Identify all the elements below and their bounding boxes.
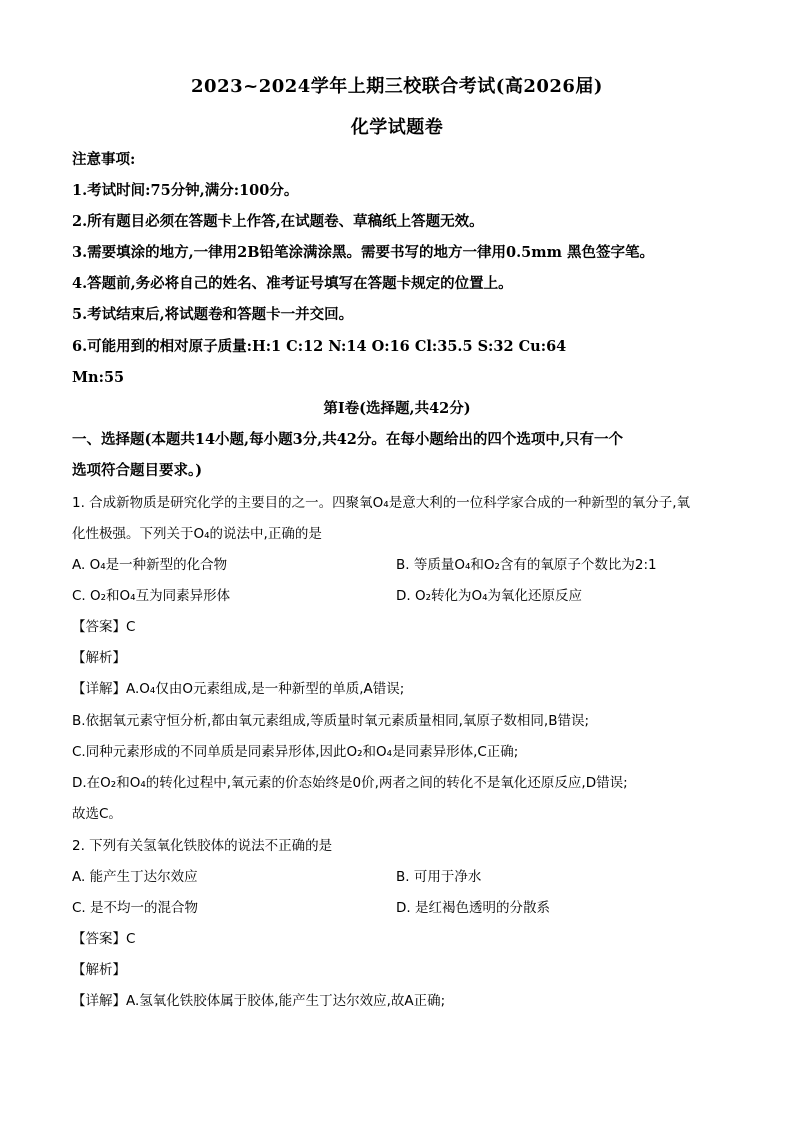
answer-label: 【答案】C [72,931,136,947]
option-d: D. 是红褐色透明的分散系 [396,900,550,916]
question-stem: 化性极强。下列关于O₄的说法中,正确的是 [72,526,322,542]
note-item: Mn:55 [72,369,125,386]
explanation-line: C.同种元素形成的不同单质是同素异形体,因此O₂和O₄是同素异形体,C正确; [72,744,519,760]
explanation-line: D.在O₂和O₄的转化过程中,氧元素的价态始终是0价,两者之间的转化不是氧化还原反应,D错误; [72,775,628,791]
exam-title: 2023~2024学年上期三校联合考试(高2026届) [191,76,603,97]
note-item: 3.需要填涂的地方,一律用2B铅笔涂满涂黑。需要书写的地方一律用0.5mm 黑色签字笔。 [72,244,654,261]
question-stem: 2. 下列有关氢氧化铁胶体的说法不正确的是 [72,838,333,854]
option-a: A. 能产生丁达尔效应 [72,869,198,885]
answer-label: 【答案】C [72,619,136,635]
section-heading: 第I卷(选择题,共42分) [323,400,471,417]
option-b: B. 可用于净水 [396,869,482,885]
section-instruction: 选项符合题目要求。) [72,462,203,479]
conclusion-line: 故选C。 [72,806,122,822]
exam-subtitle: 化学试题卷 [350,117,444,138]
option-c: C. O₂和O₄互为同素异形体 [72,588,231,604]
analysis-label: 【解析】 [72,962,126,978]
explanation-line: 【详解】A.O₄仅由O元素组成,是一种新型的单质,A错误; [72,681,405,697]
note-item: 6.可能用到的相对原子质量:H:1 C:12 N:14 O:16 Cl:35.5 S:32 Cu:64 [72,338,567,355]
question-stem: 1. 合成新物质是研究化学的主要目的之一。四聚氧O₄是意大利的一位科学家合成的一种新型的氧分子,氧 [72,495,690,511]
option-a: A. O₄是一种新型的化合物 [72,557,228,573]
notes-heading: 注意事项: [72,151,136,168]
option-d: D. O₂转化为O₄为氧化还原反应 [396,588,583,604]
note-item: 1.考试时间:75分钟,满分:100分。 [72,182,299,199]
section-instruction: 一、选择题(本题共14小题,每小题3分,共42分。在每小题给出的四个选项中,只有一个 [72,431,623,448]
option-b: B. 等质量O₄和O₂含有的氧原子个数比为2:1 [396,557,657,573]
explanation-line: B.依据氧元素守恒分析,都由氧元素组成,等质量时氧元素质量相同,氧原子数相同,B错误; [72,713,590,729]
explanation-line: 【详解】A.氢氧化铁胶体属于胶体,能产生丁达尔效应,故A正确; [72,993,446,1009]
note-item: 4.答题前,务必将自己的姓名、准考证号填写在答题卡规定的位置上。 [72,275,513,292]
note-item: 2.所有题目必须在答题卡上作答,在试题卷、草稿纸上答题无效。 [72,213,484,230]
option-c: C. 是不均一的混合物 [72,900,199,916]
note-item: 5.考试结束后,将试题卷和答题卡一并交回。 [72,306,354,323]
analysis-label: 【解析】 [72,650,126,666]
